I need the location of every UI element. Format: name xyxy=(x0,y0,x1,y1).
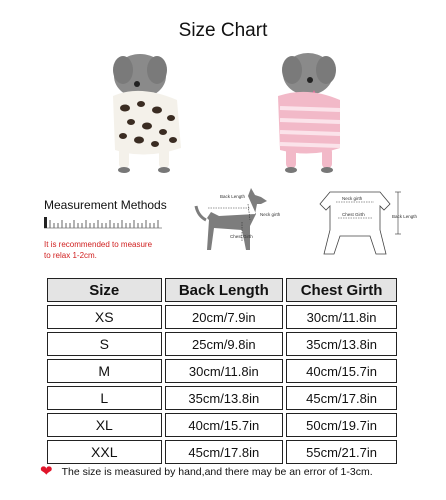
measurement-note-line-1: It is recommended to measure xyxy=(44,240,153,249)
header-back-length: Back Length xyxy=(165,278,284,302)
table-row xyxy=(47,359,397,383)
table-row xyxy=(47,386,397,410)
heart-icon: ❤ xyxy=(40,463,53,480)
size-cell: L xyxy=(47,386,162,410)
chest-girth-cell: 35cm/13.8in xyxy=(286,332,397,356)
back-length-cell: 20cm/7.9in xyxy=(165,305,284,329)
cloth-chest-girth-label: Chest Girth xyxy=(342,212,365,217)
header-chest-girth: Chest Girth xyxy=(286,278,397,302)
size-table xyxy=(44,275,400,467)
clothing-measurement-diagram xyxy=(300,186,420,266)
size-cell: M xyxy=(47,359,162,383)
size-cell: XXL xyxy=(47,440,162,464)
chest-girth-cell: 55cm/21.7in xyxy=(286,440,397,464)
cloth-back-length-label: Back Length xyxy=(392,214,418,219)
measurement-methods-heading: Measurement Methods xyxy=(44,198,167,212)
dog-pink-photo xyxy=(240,48,370,178)
size-cell: XS xyxy=(47,305,162,329)
table-row xyxy=(47,413,397,437)
measurement-note-line-2: to relax 1-2cm. xyxy=(44,251,97,260)
size-cell: S xyxy=(47,332,162,356)
tape-measure-icon xyxy=(44,214,162,230)
dog-chest-girth-label: Chest Girth xyxy=(230,234,253,239)
table-row xyxy=(47,332,397,356)
size-cell: XL xyxy=(47,413,162,437)
table-row xyxy=(47,440,397,464)
chest-girth-cell: 40cm/15.7in xyxy=(286,359,397,383)
back-length-cell: 35cm/13.8in xyxy=(165,386,284,410)
footer-text: The size is measured by hand,and there may be an error of 1-3cm. xyxy=(61,465,373,478)
chest-girth-cell: 50cm/19.7in xyxy=(286,413,397,437)
back-length-cell: 45cm/17.8in xyxy=(165,440,284,464)
back-length-cell: 40cm/15.7in xyxy=(165,413,284,437)
dog-neck-girth-label: Neck girth xyxy=(260,212,281,217)
chest-girth-cell: 45cm/17.8in xyxy=(286,386,397,410)
back-length-cell: 25cm/9.8in xyxy=(165,332,284,356)
chest-girth-cell: 30cm/11.8in xyxy=(286,305,397,329)
header-size: Size xyxy=(47,278,162,302)
page-title: Size Chart xyxy=(178,20,268,41)
table-row xyxy=(47,305,397,329)
dog-measurement-diagram xyxy=(190,186,286,266)
back-length-cell: 30cm/11.8in xyxy=(165,359,284,383)
dog-back-length-label: Back Length xyxy=(220,194,246,199)
cloth-neck-girth-label: Neck girth xyxy=(342,196,363,201)
footer-note xyxy=(40,464,373,479)
dog-leopard-photo xyxy=(85,48,215,178)
measurement-note xyxy=(44,239,174,261)
table-header-row xyxy=(47,278,397,302)
